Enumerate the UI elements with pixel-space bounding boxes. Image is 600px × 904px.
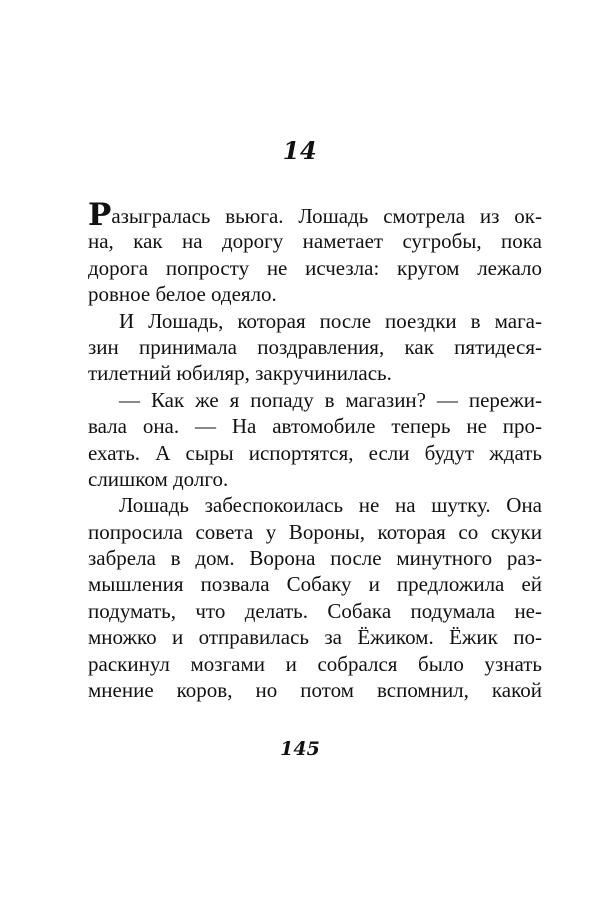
- text-line-19: мнение коров, но потом вспомнил, какой: [88, 678, 542, 703]
- text-line-15: мышления позвала Собаку и предложила ей: [88, 572, 542, 597]
- text-line-9: вала она. — На автомобиле теперь не про-: [88, 414, 542, 439]
- text-line-2: на, как на дорогу наметает сугробы, пока: [88, 229, 542, 254]
- text-line-3: дорога попросту не исчезла: кругом лежало: [88, 255, 542, 280]
- text-line-7: тилетний юбиляр, закручинилась.: [88, 361, 392, 386]
- text-line-16: подумать, что делать. Собака подумала не-: [88, 598, 542, 623]
- text-line-5: И Лошадь, которая после поездки в мага-: [119, 308, 542, 333]
- text-line-4: ровное белое одеяло.: [88, 282, 277, 307]
- drop-initial: Р: [88, 202, 112, 229]
- text-line-18: раскинул мозгами и собрался было узнать: [88, 651, 542, 676]
- text-line-13: попросила совета у Вороны, которая со скуки: [88, 519, 542, 544]
- chapter-number: 14: [282, 136, 318, 165]
- text-line-1: Разыгралась вьюга. Лошадь смотрела из ок-: [88, 202, 542, 228]
- page-number: 145: [280, 738, 320, 760]
- text-line-11: слишком долго.: [88, 466, 229, 491]
- text-line-14: забрела в дом. Ворона после минутного раз-: [88, 546, 542, 571]
- text-line-17: множко и отправилась за Ёжиком. Ёжик по-: [88, 625, 542, 650]
- text-line-12: Лошадь забеспокоилась не на шутку. Она: [119, 493, 542, 518]
- text-line-10: ехать. А сыры испортятся, если будут ждать: [88, 440, 542, 465]
- text-line-8: — Как же я попаду в магазин? — пережи-: [119, 387, 542, 412]
- text-line-6: зин принимала поздравления, как пятидеся-: [88, 334, 542, 359]
- body-text: [88, 202, 542, 703]
